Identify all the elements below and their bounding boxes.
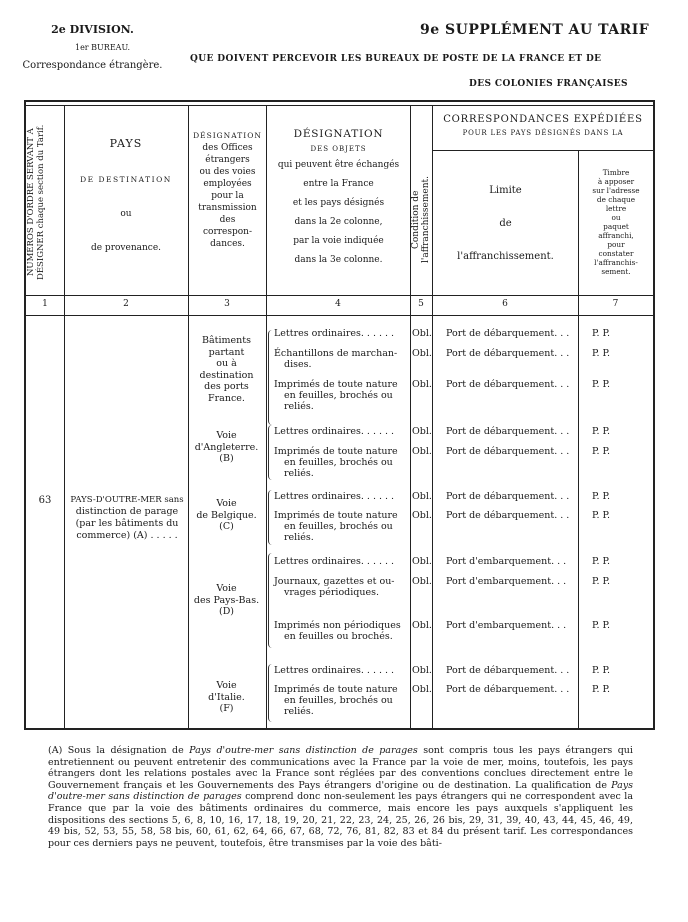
entry-stamp: P. P. bbox=[592, 426, 610, 437]
entry-object bbox=[274, 665, 410, 676]
entry-limit: Port de débarquement. . . bbox=[446, 379, 570, 390]
footnote-italic-2: Pays d'outre-mer sans distinction de parages bbox=[48, 779, 633, 803]
entry-stamp: P. P. bbox=[592, 510, 610, 521]
country-cell bbox=[66, 494, 188, 542]
entry-object bbox=[274, 348, 410, 370]
title-line-2: QUE DOIVENT PERCEVOIR LES BUREAUX DE POSTE DE LA FRANCE ET DE bbox=[190, 54, 602, 64]
numbers-bottom-rule bbox=[24, 315, 654, 316]
table-top-rule-2 bbox=[24, 105, 654, 106]
entry-object bbox=[274, 684, 410, 717]
group-header-title: CORRESPONDANCES EXPÉDIÉES bbox=[443, 114, 643, 125]
entry-stamp: P. P. bbox=[592, 328, 610, 339]
entry-stamp: P. P. bbox=[592, 620, 610, 631]
col7-line: pour bbox=[607, 240, 625, 249]
col4-line: et les pays désignés bbox=[292, 198, 385, 208]
object-line: Échantillons de marchan- bbox=[274, 348, 398, 359]
route-brace-3 bbox=[268, 490, 273, 545]
route-label-5 bbox=[189, 680, 264, 715]
route-label-2 bbox=[189, 430, 264, 465]
entry-object bbox=[274, 510, 410, 543]
entry-condition: Obl. bbox=[412, 576, 432, 587]
object-line: Imprimés de toute nature bbox=[274, 379, 398, 390]
entry-stamp: P. P. bbox=[592, 348, 610, 359]
entry-limit: Port de débarquement. . . bbox=[446, 684, 570, 695]
col4-line: dans la 3e colonne. bbox=[294, 255, 383, 265]
col6-line: l'affranchissement. bbox=[457, 251, 554, 262]
table-right-border bbox=[653, 100, 655, 730]
route-label-line: d'Angleterre. bbox=[194, 441, 259, 453]
group-header-subtitle: POUR LES PAYS DÉSIGNÉS DANS LA bbox=[462, 129, 624, 137]
bureau-label: 1er BUREAU. bbox=[74, 43, 130, 52]
entry-condition: Obl. bbox=[412, 446, 432, 457]
col7-line: ou bbox=[611, 213, 621, 222]
footnote-marker: (A) bbox=[48, 745, 63, 756]
entry-condition: Obl. bbox=[412, 620, 432, 631]
col6-line: de bbox=[499, 218, 512, 229]
object-line: dises. bbox=[284, 359, 312, 370]
entry-condition: Obl. bbox=[412, 556, 432, 567]
title-line-1: 9e SUPPLÉMENT AU TARIF bbox=[420, 22, 650, 38]
col4-subtitle: DES OBJETS bbox=[310, 145, 367, 153]
entry-limit: Port de débarquement. . . bbox=[446, 665, 570, 676]
col7-line: constater bbox=[598, 249, 634, 258]
object-line: Lettres ordinaires. . . . . . bbox=[274, 426, 395, 437]
route-label-line: (F) bbox=[219, 703, 234, 714]
col3-line: des bbox=[219, 215, 236, 225]
entry-object bbox=[274, 576, 410, 598]
route-label-line: Voie bbox=[216, 498, 237, 509]
col3-line: dances. bbox=[210, 239, 245, 249]
route-label-line: de Belgique. bbox=[196, 509, 257, 521]
entry-object bbox=[274, 379, 410, 412]
entry-stamp: P. P. bbox=[592, 556, 610, 567]
object-line: Imprimés non périodiques bbox=[274, 620, 401, 631]
col7-line: sement. bbox=[601, 267, 631, 276]
table-top-rule bbox=[24, 100, 654, 102]
route-label-line: (D) bbox=[218, 606, 235, 617]
col3-line: des Offices bbox=[202, 143, 253, 153]
entry-condition: Obl. bbox=[412, 348, 432, 359]
object-line: en feuilles, brochés ou bbox=[284, 695, 393, 706]
col4-line: par la voie indiquée bbox=[293, 236, 384, 246]
route-brace-2 bbox=[268, 425, 273, 480]
route-brace-4 bbox=[268, 553, 273, 648]
col7-line: paquet bbox=[603, 222, 629, 231]
entry-stamp: P. P. bbox=[592, 491, 610, 502]
route-label-line: des ports bbox=[204, 381, 249, 392]
route-label-line: (B) bbox=[219, 453, 234, 464]
route-label-line: des Pays-Bas. bbox=[193, 594, 260, 606]
entry-stamp: P. P. bbox=[592, 446, 610, 457]
footnote-text-2: sont compris tous les pays étrangers qui entretiennent ou peuvent entretenir des communications avec la France par la voie de mer, moins, toutefois, les pays étrangers dont les relations postales avec la France sont réglées par des conventions conclues directement entre le Gouvernement français et les Gouvernements des Pays étrangers d'origine ou de destination. La qualification de bbox=[48, 745, 633, 791]
route-label-line: d'Italie. bbox=[208, 691, 245, 703]
group-header-rule bbox=[432, 150, 654, 151]
route-label-line: Voie bbox=[216, 680, 237, 691]
object-line: Imprimés de toute nature bbox=[274, 684, 398, 695]
col7-line: de chaque bbox=[596, 195, 636, 204]
footnote-italic-1: Pays d'outre-mer sans distinction de parages bbox=[189, 745, 418, 756]
entry-stamp: P. P. bbox=[592, 684, 610, 695]
col-number-7: 7 bbox=[612, 299, 619, 309]
entry-condition: Obl. bbox=[412, 426, 432, 437]
title-line-3: DES COLONIES FRANÇAISES bbox=[469, 79, 628, 89]
col3-line: pour la bbox=[211, 191, 244, 201]
col6-line: Limite bbox=[489, 185, 522, 196]
col2-header bbox=[65, 138, 187, 254]
col3-line: employées bbox=[203, 179, 252, 189]
object-line: Lettres ordinaires. . . . . . bbox=[274, 665, 395, 676]
footnote-text-1: Sous la désignation de bbox=[67, 745, 184, 756]
col5-header: Condition de l'affranchissement. bbox=[411, 176, 431, 264]
col2-line-3: ou bbox=[120, 209, 132, 219]
col4-line: qui peuvent être échangés bbox=[277, 160, 400, 170]
entry-limit: Port de débarquement. . . bbox=[446, 446, 570, 457]
col7-line: l'affranchis- bbox=[594, 258, 638, 267]
object-line: Lettres ordinaires. . . . . . bbox=[274, 491, 395, 502]
col4-line: entre la France bbox=[303, 179, 374, 189]
col-number-2: 2 bbox=[123, 299, 129, 309]
entry-condition: Obl. bbox=[412, 491, 432, 502]
entry-object bbox=[274, 426, 410, 437]
country-line: PAYS-D'OUTRE-MER sans bbox=[70, 495, 184, 505]
entry-limit: Port de débarquement. . . bbox=[446, 328, 570, 339]
entry-stamp: P. P. bbox=[592, 379, 610, 390]
entry-object bbox=[274, 491, 410, 502]
footnote-text-3: comprend donc non-seulement les pays étrangers qui ne correspondent avec la France que par la voie des bâtiments ordinaires du commerce, mais encore les pays auxquels s'appliquent les dispositions des sections 5, 6, 8, 10, 16, 17, 18, 19, 20, 21, 22, 23, 24, 25, 26, 26 bis, 29, 31, 39, 40, 43, 44, 45, 46, 49, 49 bis, 52, 53, 55, 58, 58 bis, 60, 61, 62, 64, 66, 67, 68, 72, 76, 81, 82, 83 et 84 du présent tarif. Les correspondances pour ces derniers pays ne peuvent, toutefois, être transmises par la voie des bâti- bbox=[48, 791, 633, 849]
object-line: reliés. bbox=[284, 706, 314, 717]
route-label-line: ou à bbox=[216, 358, 237, 369]
object-line: Imprimés de toute nature bbox=[274, 510, 398, 521]
object-line: en feuilles ou brochés. bbox=[284, 631, 393, 642]
entry-condition: Obl. bbox=[412, 328, 432, 339]
col7-line: lettre bbox=[605, 204, 627, 213]
route-brace-5 bbox=[268, 664, 273, 722]
col-number-3: 3 bbox=[224, 299, 230, 309]
col2-line-2: DE DESTINATION bbox=[80, 175, 172, 184]
col-number-5: 5 bbox=[418, 299, 424, 309]
col4-header bbox=[267, 128, 410, 267]
country-line: distinction de parage bbox=[75, 506, 179, 517]
object-line: Lettres ordinaires. . . . . . bbox=[274, 556, 395, 567]
entry-condition: Obl. bbox=[412, 684, 432, 695]
country-line: (par les bâtiments du bbox=[75, 518, 179, 529]
route-label-line: Voie bbox=[216, 583, 237, 594]
col3-line: étrangers bbox=[205, 155, 250, 165]
col-number-4: 4 bbox=[335, 299, 341, 309]
entry-condition: Obl. bbox=[412, 510, 432, 521]
col-number-6: 6 bbox=[502, 299, 508, 309]
object-line: reliés. bbox=[284, 468, 314, 479]
group-header bbox=[433, 114, 653, 137]
col7-line: Timbre bbox=[602, 168, 630, 177]
col-number-1: 1 bbox=[42, 299, 48, 309]
col4-title: DÉSIGNATION bbox=[293, 128, 384, 140]
entry-limit: Port d'embarquement. . . bbox=[446, 576, 567, 587]
entry-condition: Obl. bbox=[412, 379, 432, 390]
entry-object bbox=[274, 446, 410, 479]
entry-stamp: P. P. bbox=[592, 665, 610, 676]
route-brace-1 bbox=[268, 330, 273, 425]
entry-limit: Port de débarquement. . . bbox=[446, 491, 570, 502]
object-line: en feuilles, brochés ou bbox=[284, 390, 393, 401]
entry-limit: Port d'embarquement. . . bbox=[446, 556, 567, 567]
route-label-1 bbox=[189, 335, 264, 404]
object-line: Imprimés de toute nature bbox=[274, 446, 398, 457]
table-bottom-rule bbox=[24, 728, 654, 730]
route-label-3 bbox=[189, 498, 264, 533]
object-line: reliés. bbox=[284, 401, 314, 412]
col2-line-4: de provenance. bbox=[90, 243, 162, 253]
country-line: commerce) (A) . . . . . bbox=[76, 530, 178, 541]
col3-line: correspon- bbox=[202, 227, 253, 237]
entry-limit: Port d'embarquement. . . bbox=[446, 620, 567, 631]
left-header bbox=[20, 22, 165, 73]
division-label: 2e DIVISION. bbox=[51, 23, 134, 36]
header-bottom-rule bbox=[24, 295, 654, 296]
route-label-line: (C) bbox=[219, 521, 234, 532]
footnote bbox=[48, 745, 633, 849]
entry-condition: Obl. bbox=[412, 665, 432, 676]
entry-object bbox=[274, 620, 410, 642]
col3-title: DÉSIGNATION bbox=[193, 131, 262, 140]
route-label-line: partant bbox=[208, 346, 245, 358]
object-line: Lettres ordinaires. . . . . . bbox=[274, 328, 395, 339]
col4-line: dans la 2e colonne, bbox=[294, 217, 383, 227]
object-line: Journaux, gazettes et ou- bbox=[274, 576, 395, 587]
entry-stamp: P. P. bbox=[592, 576, 610, 587]
col7-line: à apposer bbox=[597, 177, 635, 186]
col3-header bbox=[189, 130, 266, 250]
section-number: 63 bbox=[38, 495, 52, 506]
col3-line: ou des voies bbox=[199, 167, 256, 177]
route-label-line: destination bbox=[199, 369, 254, 381]
object-line: vrages périodiques. bbox=[284, 587, 380, 598]
col3-line: transmission bbox=[198, 203, 257, 213]
object-line: en feuilles, brochés ou bbox=[284, 521, 393, 532]
col6-header bbox=[433, 185, 578, 262]
route-label-line: Voie bbox=[216, 430, 237, 441]
entry-object bbox=[274, 556, 410, 567]
entry-limit: Port de débarquement. . . bbox=[446, 510, 570, 521]
entry-object bbox=[274, 328, 410, 339]
entry-limit: Port de débarquement. . . bbox=[446, 348, 570, 359]
object-line: reliés. bbox=[284, 532, 314, 543]
correspondance-label: Correspondance étrangère. bbox=[22, 60, 163, 71]
col2-title: PAYS bbox=[109, 137, 143, 150]
route-label-line: Bâtiments bbox=[202, 335, 251, 346]
col7-line: sur l'adresse bbox=[592, 186, 640, 195]
object-line: en feuilles, brochés ou bbox=[284, 457, 393, 468]
route-label-line: France. bbox=[208, 392, 245, 404]
col1-header: NUMÉROS D'ORDRE SERVANT À DÉSIGNER chaque section du Tarif. bbox=[26, 124, 46, 280]
col7-line: affranchi, bbox=[598, 231, 634, 240]
route-label-4 bbox=[189, 583, 264, 618]
entry-limit: Port de débarquement. . . bbox=[446, 426, 570, 437]
col7-header bbox=[579, 168, 653, 276]
